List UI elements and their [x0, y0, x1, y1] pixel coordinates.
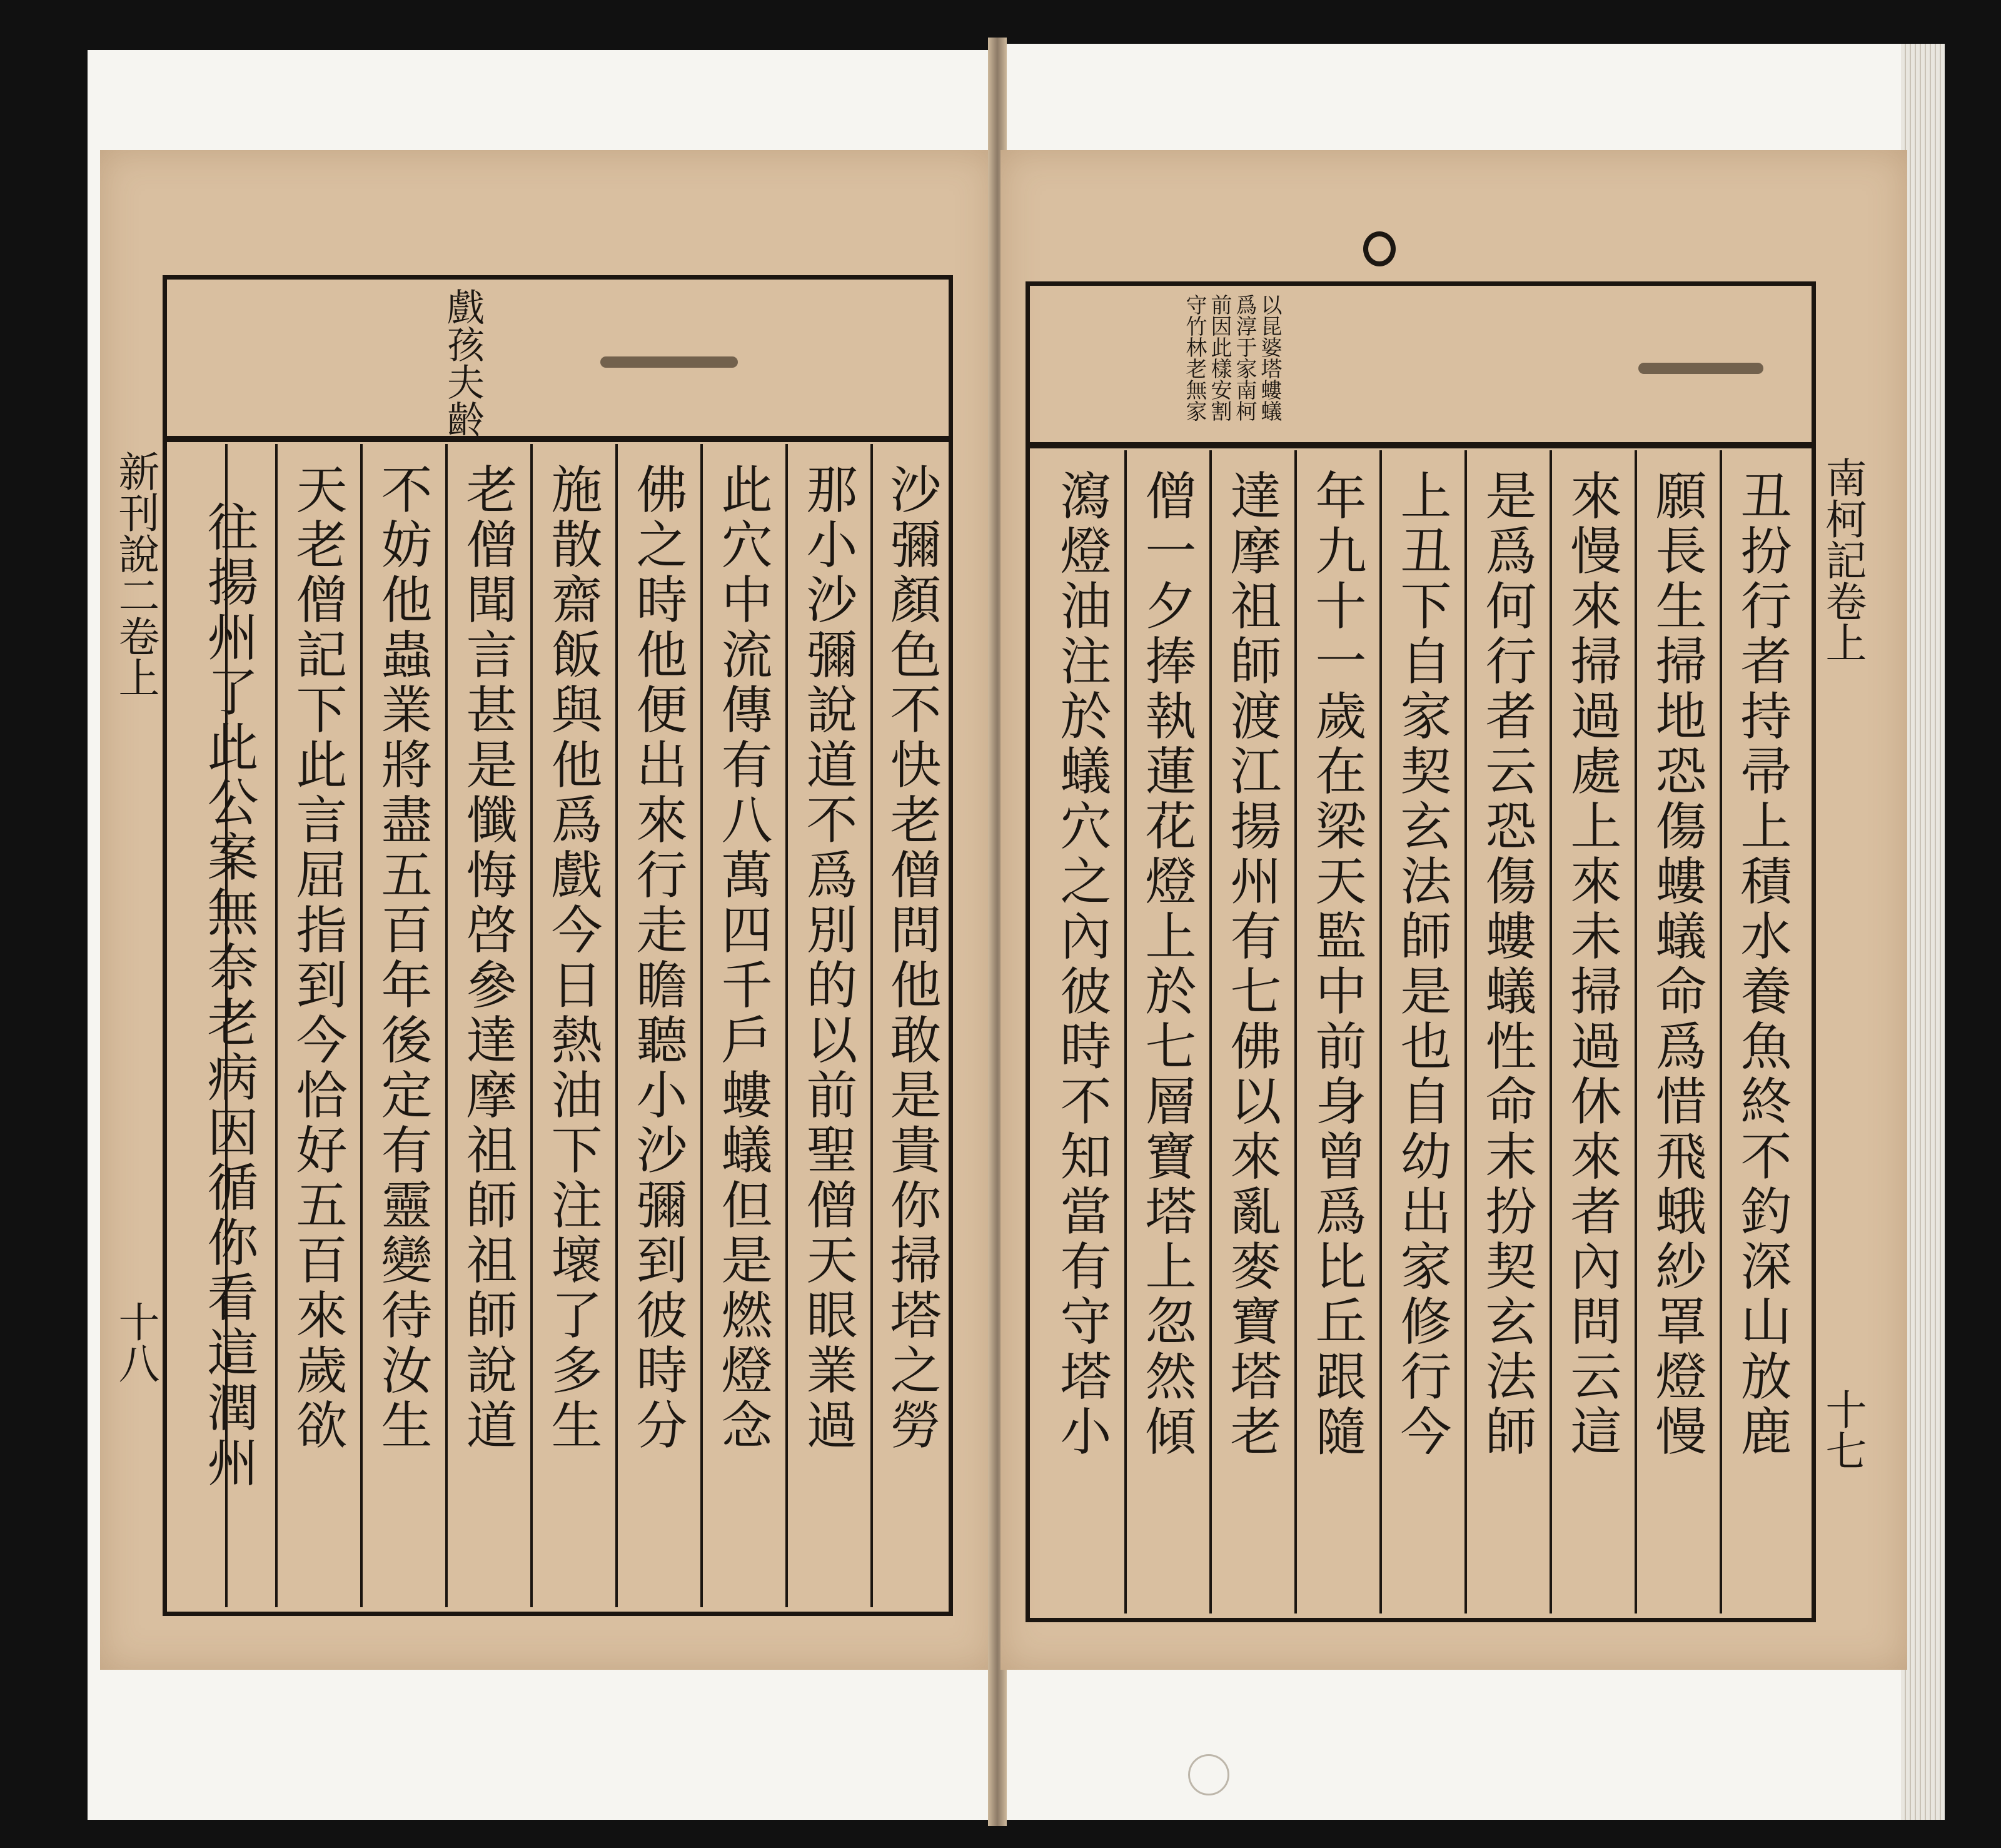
text-column: 施散齋飯與他爲戲今日熱油下注壞了多生 — [543, 463, 602, 1453]
text-column: 沙彌顏色不快老僧問他敢是貴你掃塔之勞 — [882, 463, 941, 1453]
text-column: 往揚州了此公案無奈老病因循你看這潤州 — [199, 500, 258, 1491]
column-rule — [1124, 450, 1127, 1613]
ink-smudge — [600, 356, 738, 368]
text-column: 天老僧記下此言屈指到今恰好五百來歲欲 — [288, 463, 347, 1453]
right-header-note: 以昆婆塔螻蟻爲淳于家南柯前因此樣安割守竹林老無家 — [1182, 294, 1282, 422]
text-column: 年九十一歲在梁天監中前身曾爲比丘跟隨 — [1307, 469, 1366, 1460]
column-rule — [445, 444, 448, 1607]
column-rule — [1550, 450, 1552, 1613]
column-rule — [700, 444, 703, 1607]
text-column: 願長生掃地恐傷螻蟻命爲惜飛蛾紗罩燈慢 — [1647, 469, 1706, 1460]
column-rule — [785, 444, 788, 1607]
column-rule — [1294, 450, 1297, 1613]
text-column: 僧一夕捧執蓮花燈上於七層寶塔上忽然傾 — [1137, 469, 1196, 1460]
left-header-box — [163, 275, 953, 440]
column-rule — [1720, 450, 1722, 1613]
column-rule — [275, 444, 278, 1607]
text-column: 上丑下自家契玄法師是也自幼出家修行今 — [1392, 469, 1451, 1460]
text-column: 不妨他蟲業將盡五百年後定有靈變待汝生 — [373, 463, 432, 1453]
text-column: 老僧聞言甚是懺悔啓參達摩祖師祖師說道 — [458, 463, 517, 1453]
text-column: 此穴中流傳有八萬四千戶螻蟻但是燃燈念 — [713, 463, 772, 1453]
page-stack-edge — [1901, 44, 1945, 1820]
left-margin-label: 新刊說二卷上 — [111, 450, 159, 698]
column-rule — [615, 444, 618, 1607]
text-column: 達摩祖師渡江揚州有七佛以來亂麥寶塔老 — [1222, 469, 1281, 1460]
text-column: 丑扮行者持帚上積水養魚終不釣深山放鹿 — [1732, 469, 1792, 1460]
column-rule — [1209, 450, 1212, 1613]
column-rule — [530, 444, 533, 1607]
column-rule — [1464, 450, 1467, 1613]
column-rule — [360, 444, 363, 1607]
text-column: 是爲何行者云恐傷螻蟻性命末扮契玄法師 — [1477, 469, 1536, 1460]
text-column: 來慢來掃過處上來未掃過休來者內問云這 — [1562, 469, 1621, 1460]
circle-mark — [1363, 231, 1396, 266]
left-folio: 十八 — [111, 1301, 159, 1383]
left-header-note: 戲孩夫齡 — [441, 288, 485, 438]
right-folio: 十七 — [1818, 1388, 1867, 1471]
right-page — [1001, 150, 1907, 1670]
text-column: 那小沙彌說道不爲別的以前聖僧天眼業過 — [798, 463, 857, 1453]
text-column: 佛之時他便出來行走瞻聽小沙彌到彼時分 — [628, 463, 687, 1453]
open-book — [88, 38, 1938, 1826]
column-rule — [1635, 450, 1637, 1613]
left-page — [100, 150, 994, 1670]
text-column: 瀉燈油注於蟻穴之內彼時不知當有守塔小 — [1052, 469, 1111, 1460]
column-rule — [870, 444, 873, 1607]
ink-smudge — [1638, 363, 1763, 374]
library-seal-icon — [1188, 1754, 1229, 1795]
right-margin-label: 南柯記卷上 — [1818, 457, 1867, 663]
column-rule — [1379, 450, 1382, 1613]
